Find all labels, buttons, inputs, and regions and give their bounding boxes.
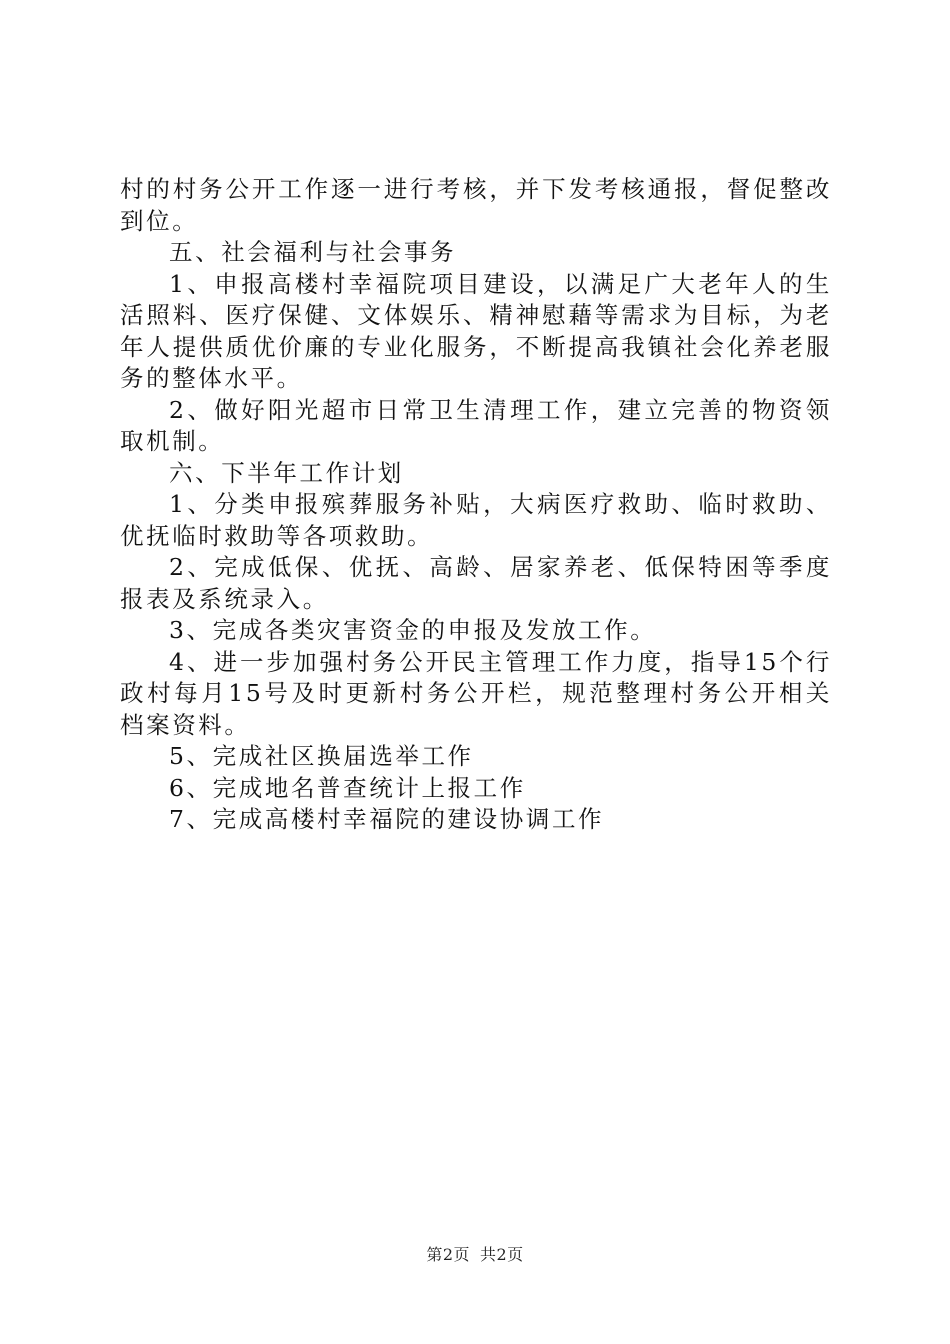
page-total: 共2页 (480, 1245, 524, 1264)
list-item-plan-2: 2、完成低保、优抚、高龄、居家养老、低保特困等季度报表及系统录入。 (120, 553, 832, 613)
list-item-plan-3: 3、完成各类灾害资金的申报及发放工作。 (169, 616, 657, 644)
list-item-plan-4: 4、进一步加强村务公开民主管理工作力度，指导15个行政村每月15号及时更新村务公开栏，规范整理村务公开相关档案资料。 (120, 647, 832, 739)
list-item-plan-7: 7、完成高楼村幸福院的建设协调工作 (169, 805, 605, 833)
paragraph-continuation: 村的村务公开工作逐一进行考核，并下发考核通报，督促整改到位。 (120, 175, 832, 235)
section-heading-work-plan: 六、下半年工作计划 (169, 458, 404, 487)
section-heading-social-welfare: 五、社会福利与社会事务 (169, 238, 457, 266)
page-number: 第2页 (426, 1245, 470, 1264)
list-item-welfare-2: 2、做好阳光超市日常卫生清理工作，建立完善的物资领取机制。 (120, 395, 832, 455)
list-item-plan-5: 5、完成社区换届选举工作 (169, 742, 474, 770)
page-footer (0, 1242, 950, 1265)
document-body (120, 174, 832, 836)
list-item-welfare-1: 1、申报高楼村幸福院项目建设，以满足广大老年人的生活照料、医疗保健、文体娱乐、精神慰藉等需求为目标，为老年人提供质优价廉的专业化服务，不断提高我镇社会化养老服务的整体水平。 (120, 269, 832, 392)
list-item-plan-1: 1、分类申报殡葬服务补贴，大病医疗救助、临时救助、优抚临时救助等各项救助。 (120, 490, 832, 550)
list-item-plan-6: 6、完成地名普查统计上报工作 (169, 773, 526, 802)
